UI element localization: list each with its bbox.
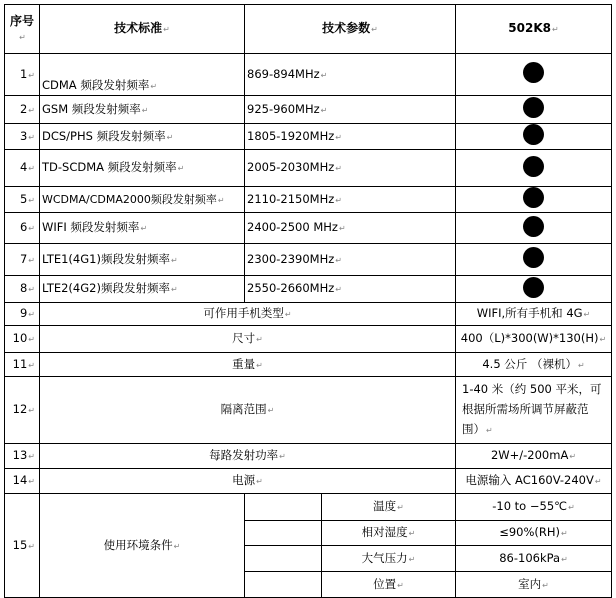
spec-label: 重量↵ (40, 353, 456, 377)
env-item-value: 86-106kPa↵ (456, 546, 612, 572)
band-name: WCDMA/CDMA2000频段发射频率↵ (40, 187, 245, 213)
spec-row (5, 326, 612, 353)
band-name: GSM 频段发射频率↵ (40, 96, 245, 124)
supported-dot (456, 276, 612, 303)
spec-row (5, 444, 612, 469)
band-name: LTE2(4G2)频段发射频率↵ (40, 276, 245, 303)
header-param: 技术参数↵ (245, 5, 456, 54)
row-number: 7↵ (5, 244, 40, 276)
row-number: 2↵ (5, 96, 40, 124)
spec-label: 隔离范围↵ (40, 377, 456, 444)
supported-dot (456, 96, 612, 124)
env-item-label: 大气压力↵ (322, 546, 456, 572)
header-model: 502K8↵ (456, 5, 612, 54)
row-number: 1↵ (5, 54, 40, 96)
band-name: DCS/PHS 频段发射频率↵ (40, 124, 245, 150)
supported-dot (456, 54, 612, 96)
env-label: 使用环境条件↵ (40, 494, 245, 598)
row-number: 12↵ (5, 377, 40, 444)
header-no: 序号↵ (5, 5, 40, 54)
row-number: 4↵ (5, 150, 40, 187)
supported-dot (456, 244, 612, 276)
env-item-label: 温度↵ (322, 494, 456, 521)
env-item-label: 相对湿度↵ (322, 521, 456, 546)
spec-label: 可作用手机类型↵ (40, 303, 456, 326)
spec-value: 4.5 公斤 （裸机）↵ (456, 353, 612, 377)
band-range: 2005-2030MHz↵ (245, 150, 456, 187)
band-range: 2400-2500 MHz↵ (245, 213, 456, 244)
band-range: 2110-2150MHz↵ (245, 187, 456, 213)
spec-row (5, 469, 612, 494)
env-row (5, 494, 612, 521)
spec-value: WIFI,所有手机和 4G↵ (456, 303, 612, 326)
row-number: 6↵ (5, 213, 40, 244)
row-number: 14↵ (5, 469, 40, 494)
band-name: WIFI 频段发射频率↵ (40, 213, 245, 244)
spec-value: 2W+/-200mA↵ (456, 444, 612, 469)
supported-dot (456, 124, 612, 150)
spec-label: 电源↵ (40, 469, 456, 494)
spec-row (5, 303, 612, 326)
spec-row (5, 377, 612, 444)
band-range: 869-894MHz↵ (245, 54, 456, 96)
supported-dot (456, 150, 612, 187)
band-row (5, 244, 612, 276)
spec-value: 电源输入 AC160V-240V↵ (456, 469, 612, 494)
row-number: 11↵ (5, 353, 40, 377)
spec-value: 400（L)*300(W)*130(H)↵ (456, 326, 612, 353)
header-standard: 技术标准↵ (40, 5, 245, 54)
env-item-value: -10 to −55℃↵ (456, 494, 612, 521)
band-range: 2550-2660MHz↵ (245, 276, 456, 303)
row-number: 3↵ (5, 124, 40, 150)
spec-label: 每路发射功率↵ (40, 444, 456, 469)
band-row (5, 124, 612, 150)
band-row (5, 150, 612, 187)
spec-label: 尺寸↵ (40, 326, 456, 353)
row-number: 9↵ (5, 303, 40, 326)
spec-value: 1-40 米（约 500 平米，可根据所需场所调节屏蔽范围）↵ (456, 377, 612, 444)
band-row (5, 187, 612, 213)
band-range: 1805-1920MHz↵ (245, 124, 456, 150)
band-row (5, 213, 612, 244)
row-number: 10↵ (5, 326, 40, 353)
header-row (5, 5, 612, 54)
spec-table (4, 4, 612, 598)
row-number: 15↵ (5, 494, 40, 598)
supported-dot (456, 213, 612, 244)
band-name: CDMA 频段发射频率↵ (40, 54, 245, 96)
band-row (5, 96, 612, 124)
band-row (5, 276, 612, 303)
env-item-value: 室内↵ (456, 572, 612, 598)
band-row (5, 54, 612, 96)
env-item-label: 位置↵ (322, 572, 456, 598)
band-range: 2300-2390MHz↵ (245, 244, 456, 276)
spec-row (5, 353, 612, 377)
band-range: 925-960MHz↵ (245, 96, 456, 124)
supported-dot (456, 187, 612, 213)
band-name: LTE1(4G1)频段发射频率↵ (40, 244, 245, 276)
row-number: 8↵ (5, 276, 40, 303)
band-name: TD-SCDMA 频段发射频率↵ (40, 150, 245, 187)
row-number: 5↵ (5, 187, 40, 213)
row-number: 13↵ (5, 444, 40, 469)
env-item-value: ≤90%(RH)↵ (456, 521, 612, 546)
